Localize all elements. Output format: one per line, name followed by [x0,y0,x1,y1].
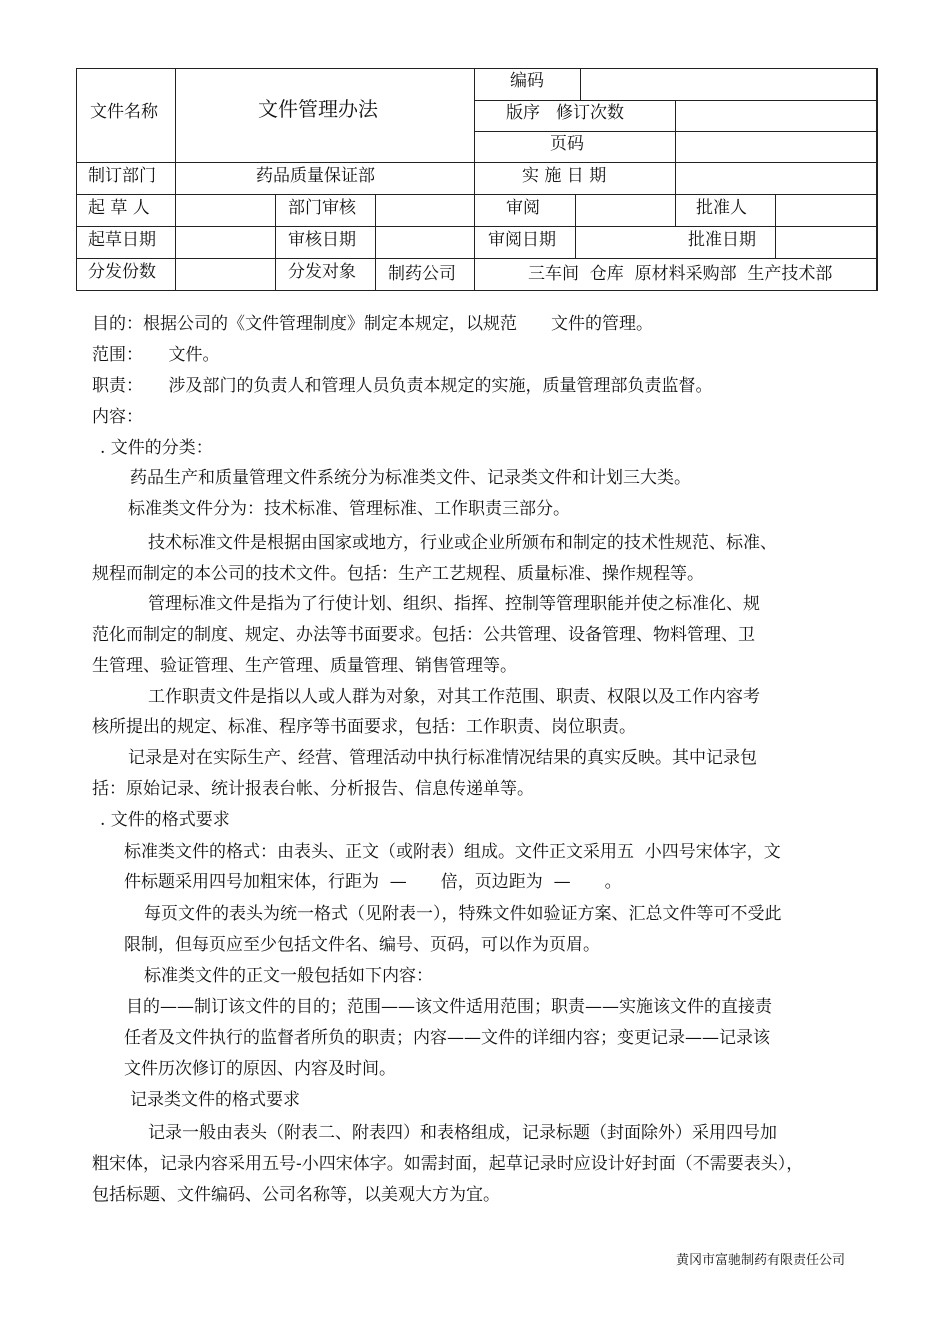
revision-label: 修订次数 [556,103,624,123]
dept-value: 药品质量保证部 [256,166,375,186]
paragraph-line: 管理标准文件是指为了行使计划、组织、指挥、控制等管理职能并使之标准化、规 [148,594,760,614]
paragraph-line: 核所提出的规定、标准、程序等书面要求，包括：工作职责、岗位职责。 [92,717,636,737]
dept-label: 制订部门 [88,166,156,186]
review-date-label: 审核日期 [288,230,356,250]
table-rule [876,68,878,291]
table-rule [76,258,876,259]
document-header-table [76,68,876,291]
table-rule [76,162,876,163]
table-rule [76,194,876,195]
paragraph-line: 粗宋体，记录内容采用五号-小四宋体字。如需封面，起草记录时应设计好封面（不需要表头）， [92,1154,804,1174]
paragraph-line: 目的——制订该文件的目的；范围——该文件适用范围；职责——实施该文件的直接责 [126,997,772,1017]
table-rule [275,194,276,290]
approver-label: 批准人 [696,198,747,218]
paragraph-line: 规程而制定的本公司的技术文件。包括：生产工艺规程、质量标准、操作规程等。 [92,564,704,584]
paragraph-line: 标准类文件的正文一般包括如下内容： [144,966,433,986]
paragraph-line: 任者及文件执行的监督者所负的职责；内容——文件的详细内容；变更记录——记录该 [124,1028,770,1048]
paragraph-line: 包括标题、文件编码、公司名称等，以美观大方为宜。 [92,1185,500,1205]
copies-label: 分发份数 [88,262,156,282]
table-rule [675,100,676,226]
table-rule [575,194,576,258]
paragraph-line: 生管理、验证管理、生产管理、质量管理、销售管理等。 [92,656,517,676]
table-rule [375,194,376,290]
scope-line: 范围： 文件。 [92,345,220,365]
file-name-label: 文件名称 [90,102,158,122]
paragraph-line: 文件历次修订的原因、内容及时间。 [124,1059,396,1079]
draft-date-label: 起草日期 [88,230,156,250]
paragraph-line: 范化而制定的制度、规定、办法等书面要求。包括：公共管理、设备管理、物料管理、卫 [92,625,755,645]
duty-line: 职责： 涉及部门的负责人和管理人员负责本规定的实施，质量管理部负责监督。 [92,376,713,396]
table-rule [474,68,475,291]
table-rule [76,68,77,291]
paragraph-line: 件标题采用四号加粗宋体，行距为 — 倍，页边距为 — 。 [124,872,622,892]
file-name-value: 文件管理办法 [258,97,378,121]
page-label: 页码 [550,134,584,154]
section-heading: . 文件的格式要求 [100,810,230,830]
content-label: 内容： [92,407,143,427]
paragraph-line: 记录一般由表头（附表二、附表四）和表格组成，记录标题（封面除外）采用四号加 [148,1123,777,1143]
table-rule [76,290,876,291]
impl-date-label: 实 施 日 期 [522,166,607,186]
dept-review-label: 部门审核 [288,198,356,218]
purpose-line: 目的：根据公司的《文件管理制度》制定本规定，以规范 文件的管理。 [92,314,653,334]
table-rule [175,68,176,291]
paragraph-line: 标准类文件分为：技术标准、管理标准、工作职责三部分。 [128,499,570,519]
paragraph-line: 限制，但每页应至少包括文件名、编号、页码，可以作为页眉。 [124,935,600,955]
paragraph-line: 技术标准文件是根据由国家或地方，行业或企业所颁布和制定的技术性规范、标准、 [148,533,777,553]
section-heading: 记录类文件的格式要求 [130,1090,300,1110]
table-rule [76,68,876,69]
drafter-label: 起 草 人 [88,198,150,218]
distribute-depts: 三车间 仓库 原材料采购部 生产技术部 [528,264,833,284]
paragraph-line: 括：原始记录、统计报表台帐、分析报告、信息传递单等。 [92,779,534,799]
table-rule [76,226,876,227]
table-rule [775,194,776,258]
review-label: 审阅 [506,198,540,218]
table-rule [580,68,581,100]
distribute-label: 分发对象 [288,262,356,282]
section-heading: . 文件的分类： [100,438,213,458]
distribute-company: 制药公司 [388,264,456,284]
paragraph-line: 记录是对在实际生产、经营、管理活动中执行标准情况结果的真实反映。其中记录包 [128,748,757,768]
approve-date-label: 批准日期 [688,230,756,250]
paragraph-line: 标准类文件的格式：由表头、正文（或附表）组成。文件正文采用五 小四号宋体字，文 [124,842,781,862]
paragraph-line: 工作职责文件是指以人或人群为对象，对其工作范围、职责、权限以及工作内容考 [148,687,760,707]
code-label: 编码 [510,71,544,91]
version-label: 版序 [506,103,540,123]
paragraph-line: 药品生产和质量管理文件系统分为标准类文件、记录类文件和计划三大类。 [130,468,691,488]
read-date-label: 审阅日期 [488,230,556,250]
footer-company: 黄冈市富驰制药有限责任公司 [676,1253,846,1268]
paragraph-line: 每页文件的表头为统一格式（见附表一），特殊文件如验证方案、汇总文件等可不受此 [144,904,782,924]
